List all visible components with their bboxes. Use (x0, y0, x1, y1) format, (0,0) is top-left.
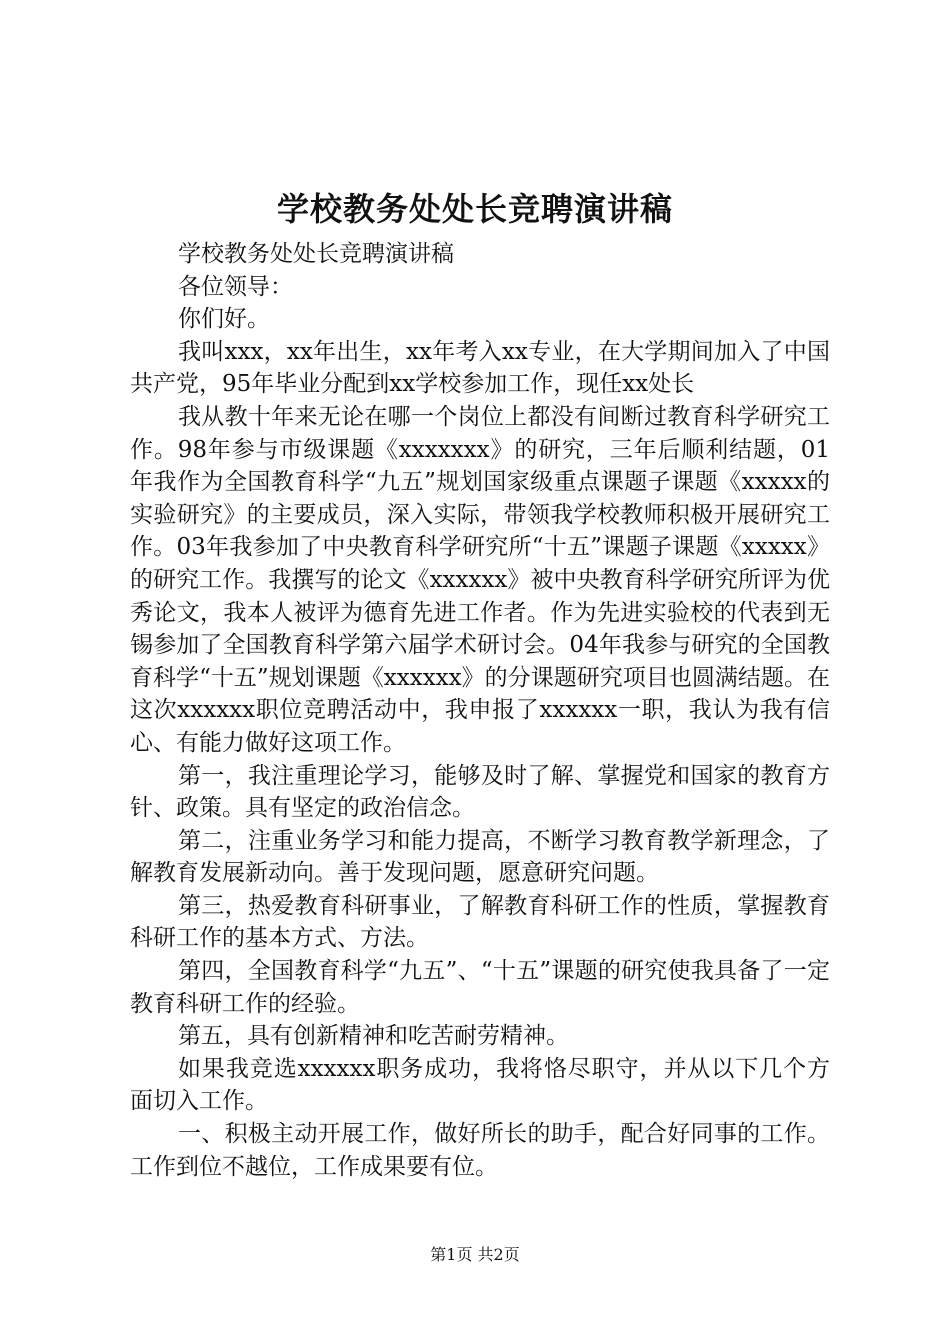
paragraph: 我从教十年来无论在哪一个岗位上都没有间断过教育科学研究工作。98年参与市级课题《xxxxxxx》的研究，三年后顺利结题，01年我作为全国教育科学“九五”规划国家级重点课题子课题《xxxxx的实验研究》的主要成员，深入实际，带领我学校教师积极开展研究工作。03年我参加了中央教育科学研究所“十五”课题子课题《xxxxx》的研究工作。我撰写的论文《xxxxxx》被中央教育科学研究所评为优秀论文，我本人被评为德育先进工作者。作为先进实验校的代表到无锡参加了全国教育科学第六届学术研讨会。04年我参与研究的全国教育科学“十五”规划课题《xxxxxx》的分课题研究项目也圆满结题。在这次xxxxxx职位竞聘活动中，我申报了xxxxxx一职，我认为我有信心、有能力做好这项工作。 (130, 403, 830, 756)
paragraph: 第一，我注重理论学习，能够及时了解、掌握党和国家的教育方针、政策。具有坚定的政治信念。 (130, 762, 830, 822)
paragraph: 第五，具有创新精神和吃苦耐劳精神。 (178, 1023, 569, 1050)
paragraph: 各位领导： (178, 273, 293, 300)
paragraph: 你们好。 (178, 306, 270, 333)
document-title: 学校教务处处长竞聘演讲稿 (276, 190, 673, 228)
paragraph: 第二，注重业务学习和能力提高，不断学习教育教学新理念，了解教育发展新动向。善于发现问题，愿意研究问题。 (130, 827, 830, 887)
document-body (130, 238, 830, 1183)
page-footer: 第1页 共2页 (430, 1245, 520, 1264)
paragraph: 我叫xxx，xx年出生，xx年考入xx专业，在大学期间加入了中国共产党，95年毕业分配到xx学校参加工作，现任xx处长 (130, 338, 830, 398)
paragraph: 学校教务处处长竞聘演讲稿 (178, 241, 454, 267)
paragraph: 一、积极主动开展工作，做好所长的助手，配合好同事的工作。工作到位不越位，工作成果要有位。 (130, 1121, 830, 1180)
paragraph: 第四，全国教育科学“九五”、“十五”课题的研究使我具备了一定教育科研工作的经验。 (130, 958, 830, 1017)
paragraph: 如果我竞选xxxxxx职务成功，我将恪尽职守，并从以下几个方面切入工作。 (130, 1055, 830, 1115)
paragraph: 第三，热爱教育科研事业，了解教育科研工作的性质，掌握教育科研工作的基本方式、方法。 (130, 892, 830, 952)
